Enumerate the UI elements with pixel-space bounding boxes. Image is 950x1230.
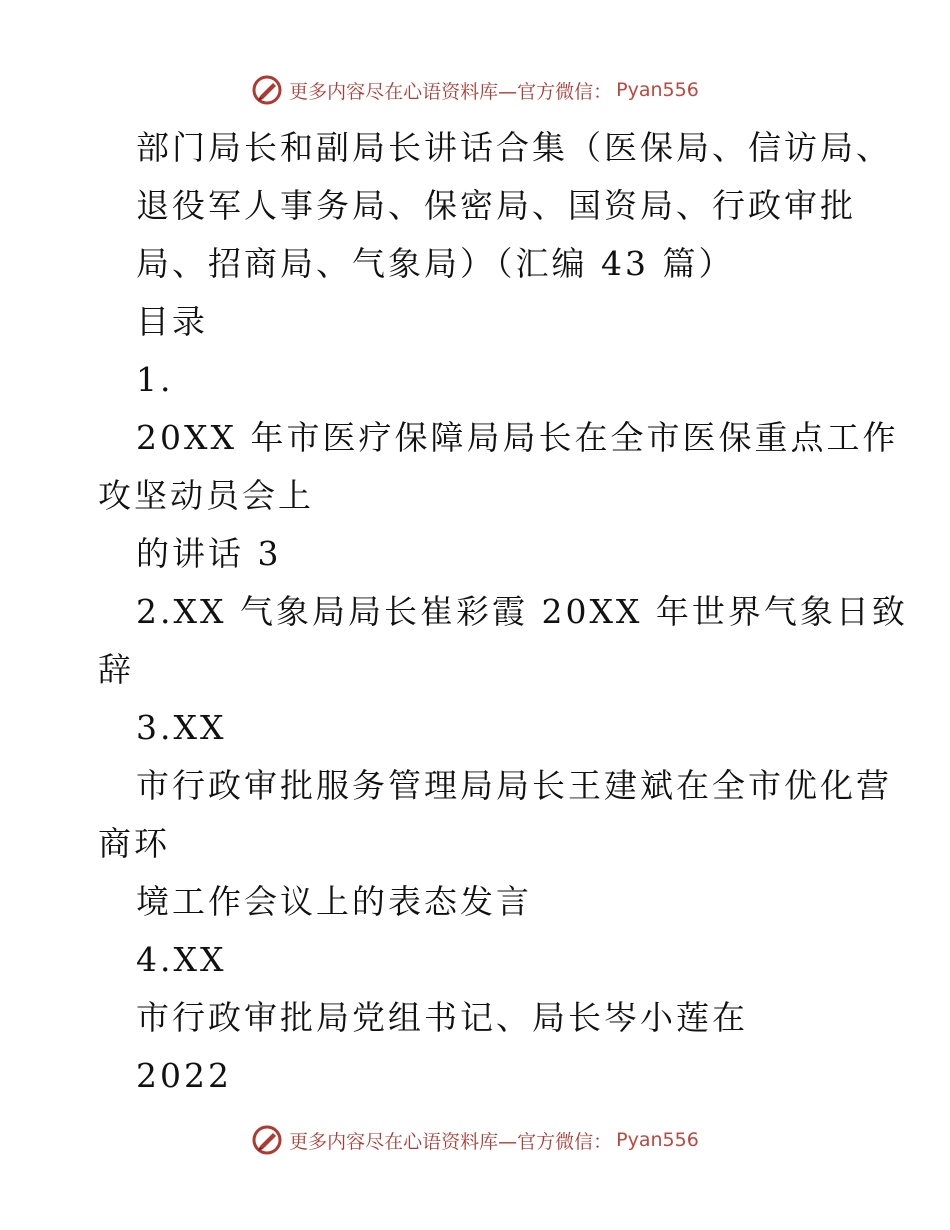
banner-wechat-id: Pyan556 [616, 1129, 699, 1151]
toc-entry: 1. [136, 360, 174, 399]
toc-entry: 市行政审批局党组书记、局长岑小莲在 [136, 998, 748, 1037]
toc-entry: 4.XX [136, 940, 227, 979]
toc-entry: 2022 [136, 1056, 232, 1095]
toc-entry: 3.XX [136, 708, 227, 747]
footer-banner [0, 1120, 950, 1160]
title-line-2: 退役军人事务局、保密局、国资局、行政审批 [136, 186, 856, 225]
toc-entry: 境工作会议上的表态发言 [136, 882, 532, 921]
toc-entry: 20XX 年市医疗保障局局长在全市医保重点工作 [136, 418, 899, 457]
toc-entry: 攻坚动员会上 [98, 476, 314, 515]
toc-entry: 市行政审批服务管理局局长王建斌在全市优化营 [136, 766, 892, 805]
toc-entry: 的讲话 3 [136, 534, 282, 573]
title-line-3: 局、招商局、气象局）（汇编 43 篇） [136, 244, 735, 283]
pen-logo-icon [251, 1124, 283, 1156]
title-line-1: 部门局长和副局长讲话合集（医保局、信访局、 [136, 128, 892, 167]
toc-heading: 目录 [136, 302, 208, 341]
header-banner [0, 70, 950, 110]
banner-wechat-id: Pyan556 [616, 79, 699, 101]
toc-entry: 辞 [98, 650, 134, 689]
toc-entry: 商环 [98, 824, 170, 863]
pen-logo-icon [251, 74, 283, 106]
toc-entry: 2.XX 气象局局长崔彩霞 20XX 年世界气象日致 [136, 592, 908, 631]
banner-text: 更多内容尽在心语资料库—官方微信： [289, 1130, 613, 1153]
banner-text: 更多内容尽在心语资料库—官方微信： [289, 80, 613, 103]
